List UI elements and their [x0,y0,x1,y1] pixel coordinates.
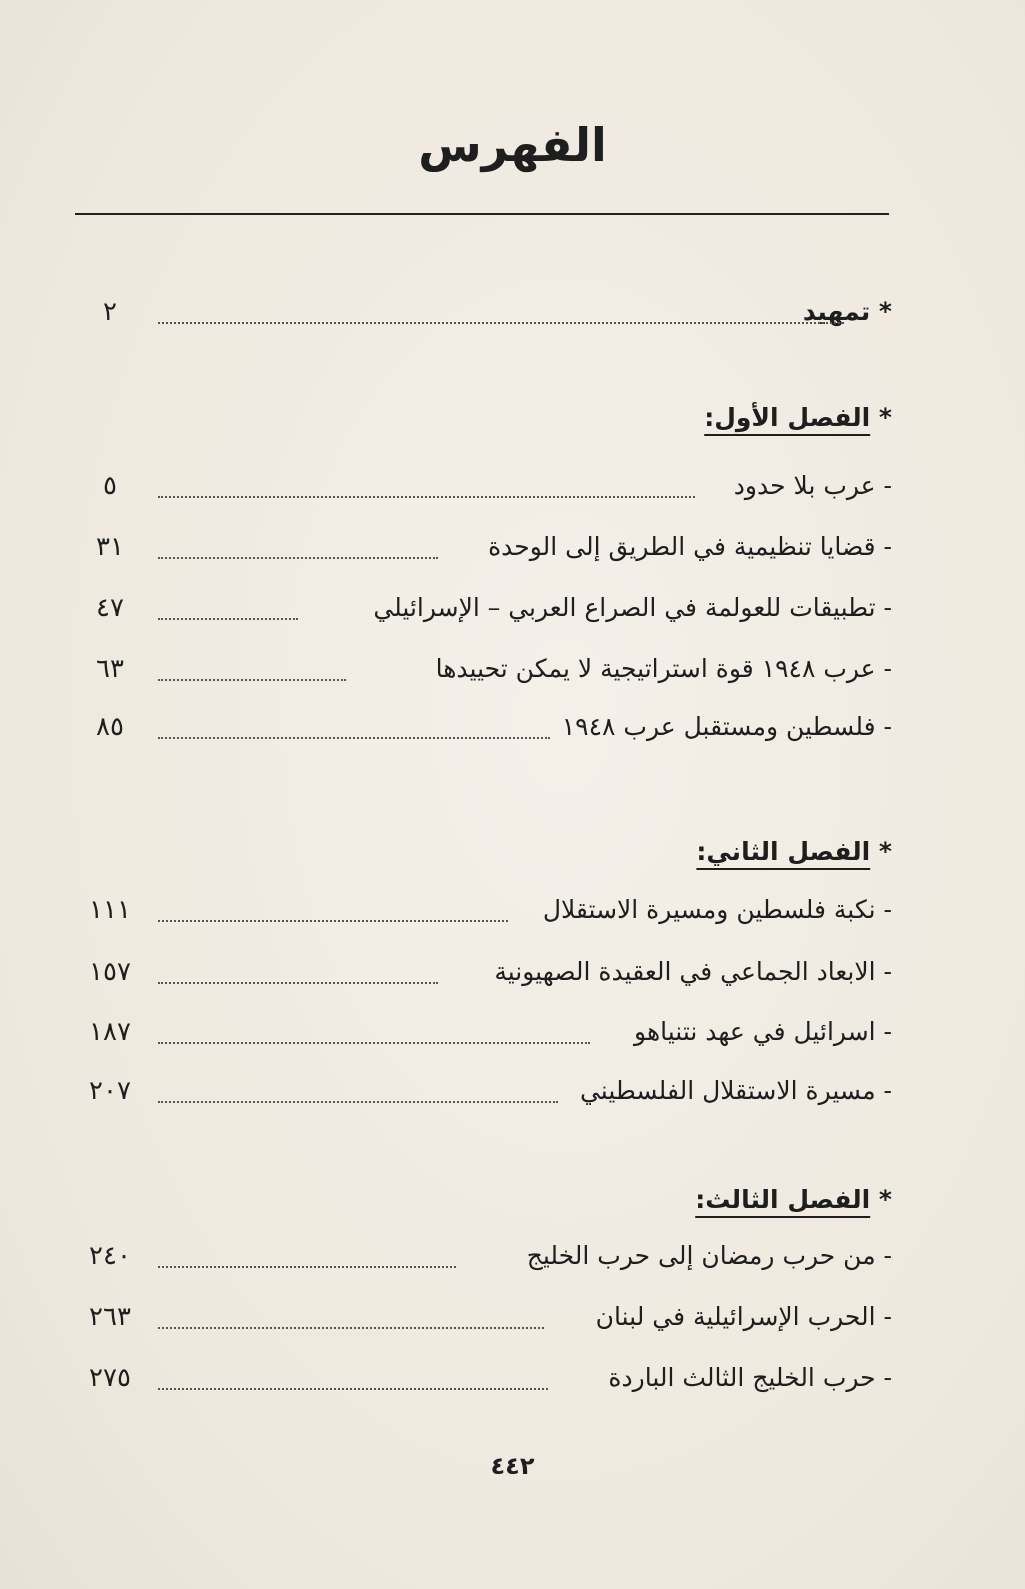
toc-entry [75,588,892,632]
toc-entry-label: - من حرب رمضان إلى حرب الخليج [526,1241,892,1270]
toc-entry [75,1012,892,1056]
page-title: الفهرس [418,118,607,172]
chapter-title: الفصل الثالث: [695,1185,871,1214]
dot-leader [158,920,508,922]
toc-page-number: ٥ [103,471,117,501]
chapter-title: الفصل الثاني: [696,837,871,866]
chapter-heading-3 [695,1180,892,1220]
dot-leader [158,322,844,324]
toc-entry-intro [75,292,892,336]
heading-star: * [870,837,892,866]
dot-leader [158,679,346,681]
toc-page-number: ٢٧٥ [89,1363,131,1393]
dot-leader [158,1266,456,1268]
toc-entry [75,466,892,510]
toc-entry-label: - مسيرة الاستقلال الفلسطيني [579,1076,892,1105]
dot-leader [158,1042,590,1044]
dot-leader [158,737,550,739]
toc-entry [75,1358,892,1402]
chapter-heading-2 [696,832,892,872]
heading-star: * [870,403,892,432]
page-number: ٤٤٢ [490,1452,535,1480]
toc-page-number: ٦٣ [96,654,124,684]
toc-page-number: ٢ [103,297,117,327]
toc-entry [75,649,892,693]
dot-leader [158,557,438,559]
heading-star: * [870,1185,892,1214]
dot-leader [158,1388,548,1390]
toc-entry-label: - اسرائيل في عهد نتنياهو [634,1017,892,1046]
title-divider [75,213,889,215]
dot-leader [158,1101,558,1103]
toc-page-number: ٢٤٠ [89,1241,131,1271]
toc-page-number: ١٨٧ [89,1017,131,1047]
chapter-heading-1 [704,398,892,438]
toc-entry [75,527,892,571]
toc-entry-label: - عرب بلا حدود [733,471,892,500]
toc-page-number: ٢٠٧ [89,1076,131,1106]
toc-page-number: ٣١ [96,532,124,562]
toc-entry [75,1236,892,1280]
toc-page-number: ١١١ [89,895,131,925]
toc-page-number: ٨٥ [96,712,124,742]
toc-entry [75,1071,892,1115]
dot-leader [158,1327,544,1329]
toc-page-number: ٢٦٣ [89,1302,131,1332]
toc-entry-label: - عرب ١٩٤٨ قوة استراتيجية لا يمكن تحييدها [435,654,892,683]
toc-entry-label: * تمهيد [802,297,892,326]
toc-entry-label: - فلسطين ومستقبل عرب ١٩٤٨ [561,712,892,741]
toc-entry-label: - نكبة فلسطين ومسيرة الاستقلال [542,895,892,924]
toc-entry [75,890,892,934]
toc-entry-label: - قضايا تنظيمية في الطريق إلى الوحدة [488,532,892,561]
toc-entry-label: - حرب الخليج الثالث الباردة [608,1363,892,1392]
toc-entry-label: - تطبيقات للعولمة في الصراع العربي – الإسرائيلي [373,593,892,622]
dot-leader [158,982,438,984]
toc-entry [75,1297,892,1341]
toc-page-number: ٤٧ [96,593,124,623]
toc-entry [75,707,892,751]
toc-page-number: ١٥٧ [89,957,131,987]
toc-entry-label: - الابعاد الجماعي في العقيدة الصهيونية [494,957,892,986]
toc-entry-label: - الحرب الإسرائيلية في لبنان [595,1302,892,1331]
chapter-title: الفصل الأول: [704,403,871,432]
toc-entry [75,952,892,996]
dot-leader [158,496,695,498]
dot-leader [158,618,298,620]
